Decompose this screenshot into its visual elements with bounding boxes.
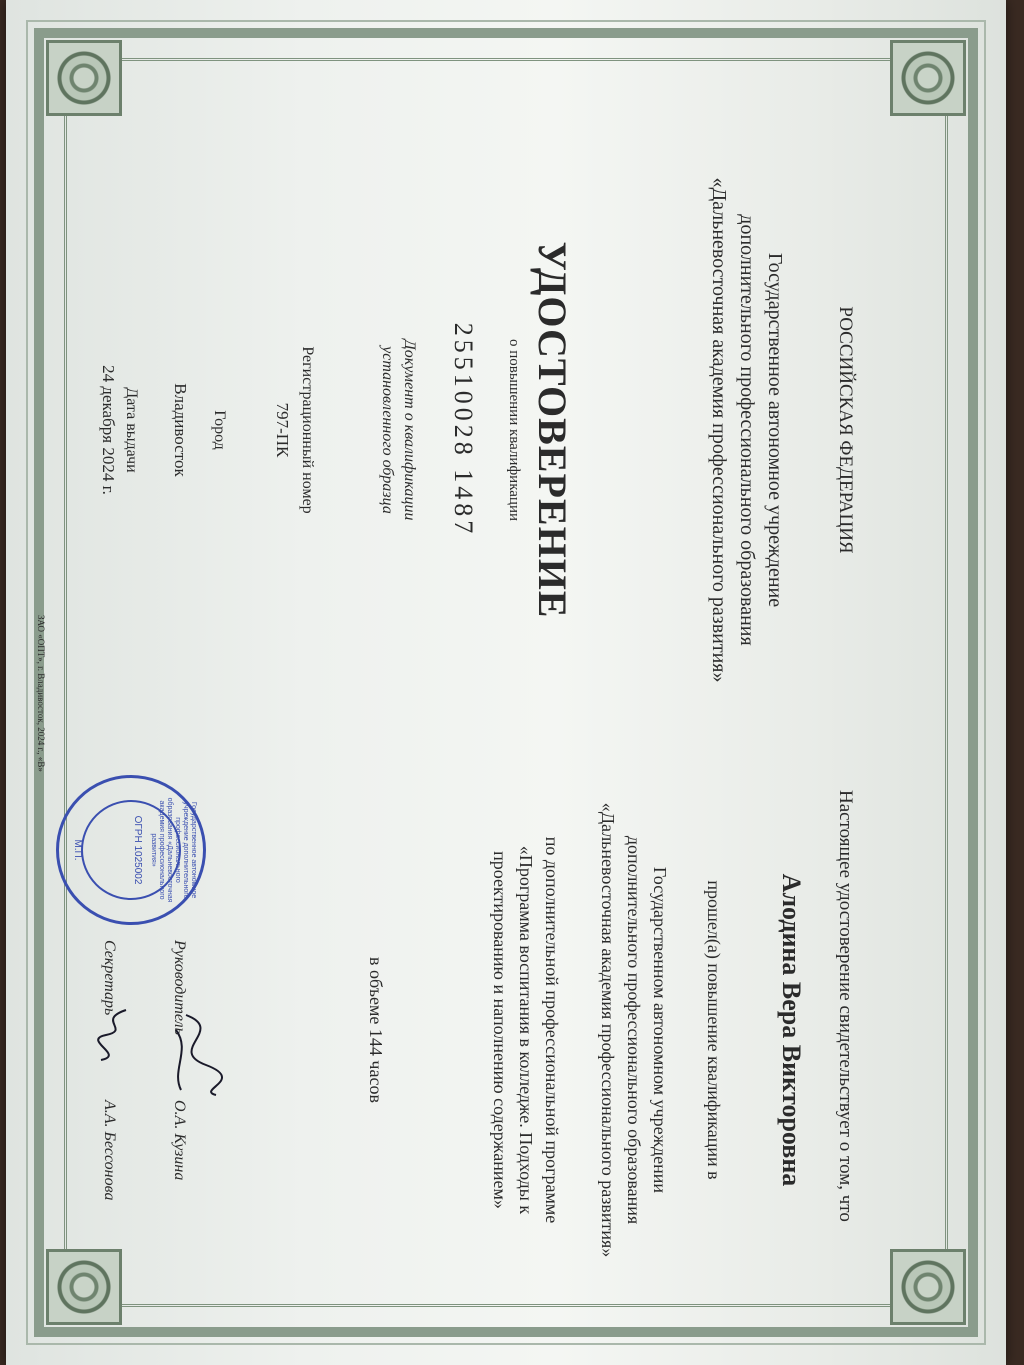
rotated-content	[6, 0, 1006, 1365]
registration-value: 797-ПК	[273, 402, 292, 458]
seal-center-text: М.П.	[72, 839, 83, 861]
director-label: Руководитель	[171, 940, 188, 1035]
document-type-line-2: установленного образца	[379, 346, 396, 514]
institution-line-3: «Дальневосточная академия профессионального развития»	[708, 177, 730, 683]
secretary-signature-icon	[86, 1005, 136, 1065]
issue-date-value: 24 декабря 2024 г.	[99, 365, 118, 495]
country-heading: РОССИЙСКАЯ ФЕДЕРАЦИЯ	[835, 306, 856, 554]
seal-outer-text: Государственное автономное учреждение дополнительного профессионального образования «Дальневосточная академия профессионального развития»	[150, 797, 197, 903]
city-value: Владивосток	[171, 383, 190, 477]
director-name: О.А. Кузина	[171, 1100, 188, 1181]
program-line-2: «Программа воспитания в колледже. Подходы к	[516, 845, 536, 1215]
passed-text: прошел(а) повышение квалификации в	[704, 880, 724, 1180]
person-name: Алодина Вера Викторовна	[777, 873, 806, 1187]
document-title: УДОСТОВЕРЕНИЕ	[530, 241, 575, 619]
secretary-name: А.А. Бессонова	[101, 1100, 118, 1201]
program-line-3: проектированию и наполнению содержанием»	[490, 851, 510, 1209]
program-line-1: по дополнительной профессиональной программе	[542, 836, 562, 1224]
certificate-intro: Настоящее удостоверение свидетельствует о том, что	[835, 790, 856, 1222]
issue-date-label: Дата выдачи	[123, 387, 140, 473]
secretary-label: Секретарь	[101, 940, 118, 1016]
document-subtitle: о повышении квалификации	[506, 339, 522, 521]
director-signature-icon	[156, 1010, 226, 1100]
inst-line-3: «Дальневосточная академия профессионального развития»	[598, 802, 618, 1258]
document-type-line-1: Документ о квалификации	[401, 339, 418, 521]
official-seal-icon	[56, 775, 206, 925]
seal-inner-text: ОГРН 1025002	[132, 815, 143, 885]
institution-line-1: Государственное автономное учреждение	[764, 252, 786, 608]
document-number: 25510028 1487	[449, 322, 478, 538]
inst-line-2: дополнительного профессионального образования	[624, 835, 644, 1225]
hours-volume: в объеме 144 часов	[366, 957, 386, 1103]
city-label: Город	[211, 410, 228, 450]
printer-note: ЗАО «ОПТ», г. Владивосток, 2024 г., «В»	[36, 615, 46, 772]
inst-line-1: Государственном автономном учреждении	[650, 866, 670, 1194]
institution-line-2: дополнительного профессионального образования	[736, 214, 758, 646]
certificate-sheet	[6, 0, 1006, 1365]
registration-label: Регистрационный номер	[299, 346, 316, 514]
